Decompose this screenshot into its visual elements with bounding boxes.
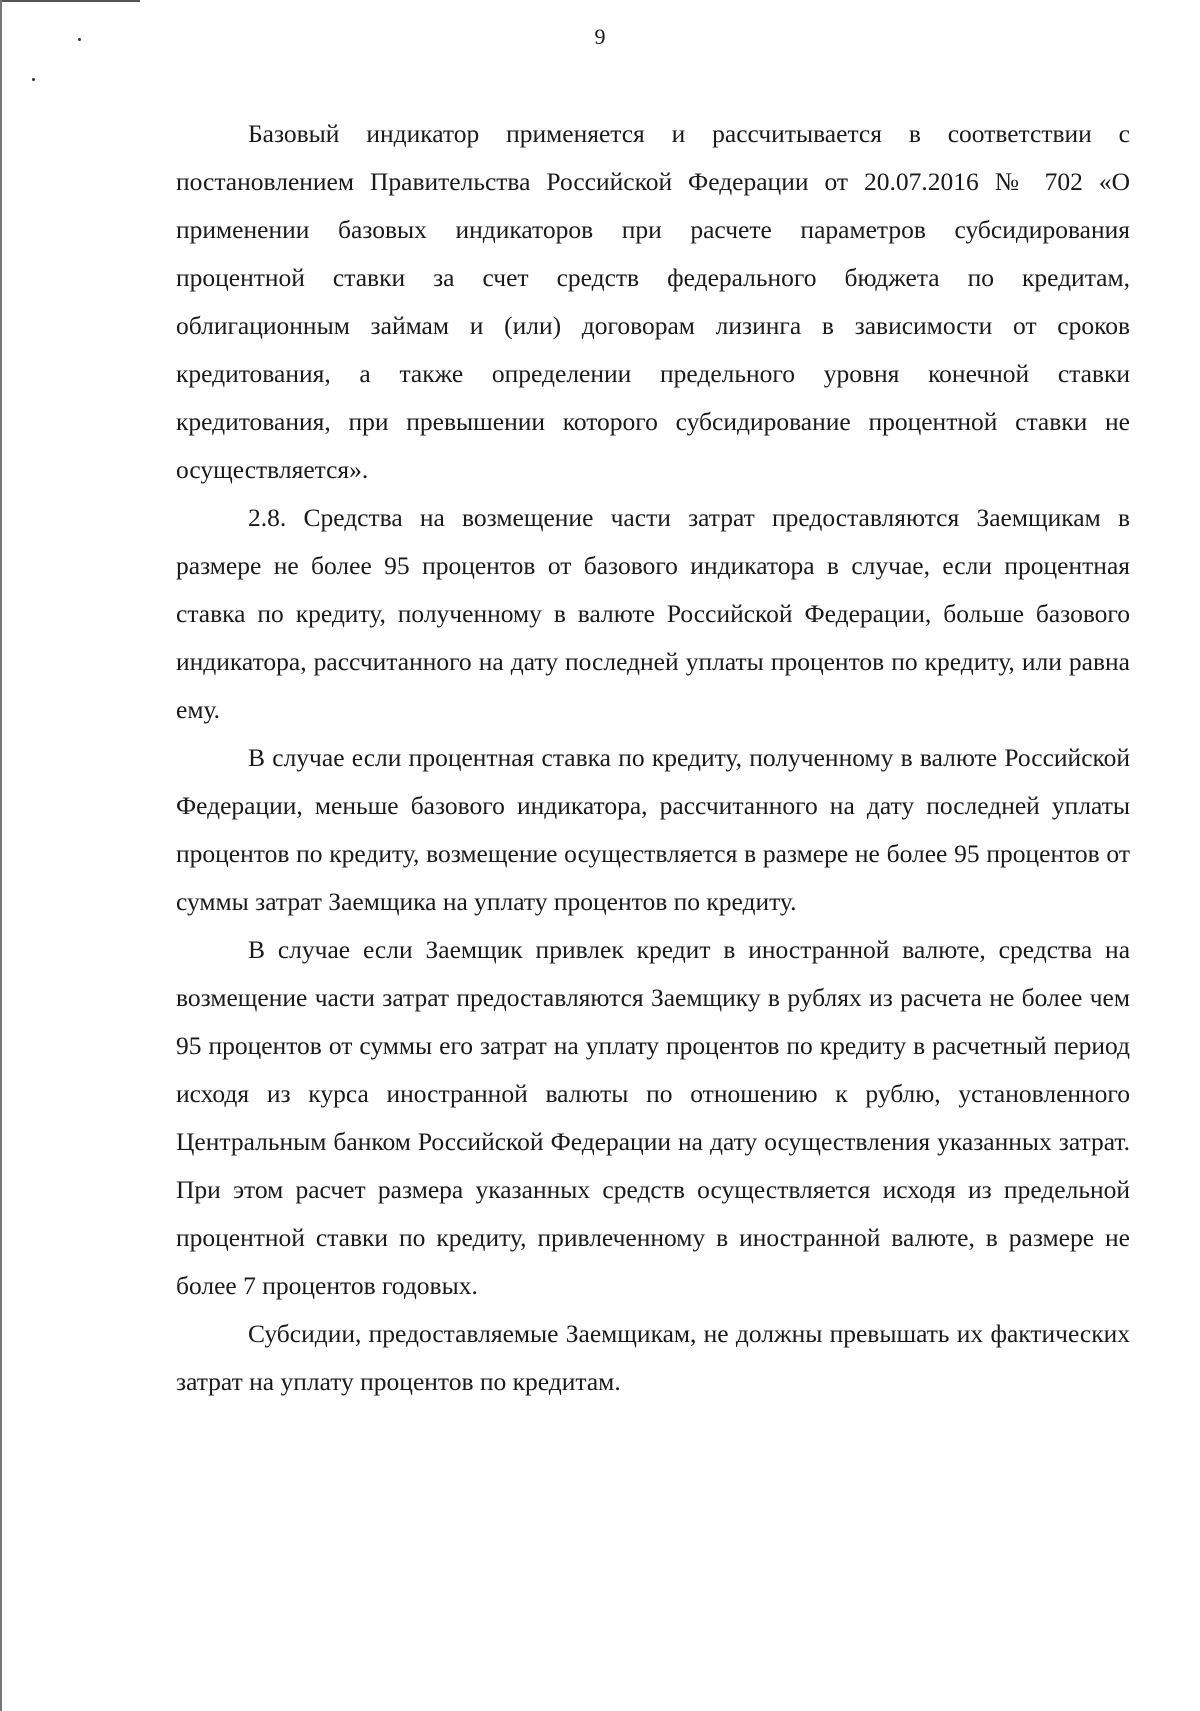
text-line: в размере не более 95 процентов от базового индикатора в случае, если [176,503,1130,580]
text-line: последней уплаты процентов по кредиту, возмещение осуществляется в [176,791,1130,868]
paragraph-rate-below-indicator [176,734,1130,926]
text-line: Федерации, больше базового индикатора, рассчитанного на дату последней [176,599,1131,676]
text-line: по кредитам, облигационным займам и (или) договорам лизинга в [176,263,1130,340]
text-line: отношению к рублю, установленного Центральным банком Российской [176,1079,1131,1156]
text-line: Российской Федерации, меньше базового индикатора, рассчитанного на дату [176,743,1131,820]
text-line: процентной ставки по кредиту, привлеченному в иностранной валюте, в [176,1223,998,1252]
text-line: субсидирования процентной ставки за счет средств федерального бюджета [176,215,1130,292]
text-line: кредиту в расчетный период исходя из курса иностранной валюты по [176,1031,1131,1108]
text-line: размере не более 7 процентов годовых. [176,1223,1130,1300]
scan-edge-top [0,0,140,2]
text-line: Субсидии, предоставляемые Заемщикам, не должны превышать их [248,1319,984,1348]
text-line: процентов по кредиту. [553,887,797,916]
text-line: фактических затрат на уплату процентов по кредитам. [176,1319,1131,1396]
text-line: зависимости от сроков кредитования, а также определении предельного [176,311,1131,388]
paragraph-2-8 [176,494,1130,734]
text-line: Базовый индикатор применяется и рассчитывается в соответствии с [248,119,1130,148]
text-line: постановлением Правительства Российской Федерации от 20.07.2016 № 702 [176,167,1083,196]
text-line: уровня конечной ставки кредитования, при превышении которого [176,359,1130,436]
text-line: В случае если Заемщик привлек кредит в иностранной валюте, средства [248,935,1093,964]
page-number: 9 [594,24,606,49]
text-line: уплаты процентов по кредиту, или равна ему. [176,647,1130,724]
scan-speck [32,78,35,81]
text-line: не более чем 95 процентов от суммы его затрат на уплату процентов по [176,983,1131,1060]
text-line: Федерации на дату осуществления указанных затрат. При этом расчет [176,1127,1130,1204]
text-line: субсидирование процентной ставки не осуществляется». [176,407,1130,484]
text-line: «О применении базовых индикаторов при расчете параметров [176,167,1130,244]
text-line: 2.8. Средства на возмещение части затрат предоставляются Заемщикам [248,503,1101,532]
text-line: процентная ставка по кредиту, полученному в валюте Российской [176,551,1130,628]
paragraph-foreign-currency [176,926,1130,1310]
text-line: В случае если процентная ставка по кредиту, полученному в валюте [248,743,998,772]
paragraph-base-indicator [176,110,1130,494]
paragraph-subsidy-limit [176,1310,1130,1406]
text-line: размера указанных средств осуществляется исходя из предельной [377,1175,1131,1204]
text-line: на возмещение части затрат предоставляются Заемщику в рублях из расчета [176,935,1131,1012]
scan-edge-left [0,0,2,1711]
text-line: размере не более 95 процентов от суммы затрат Заемщика на уплату [176,839,1130,916]
document-body [176,110,1130,1406]
